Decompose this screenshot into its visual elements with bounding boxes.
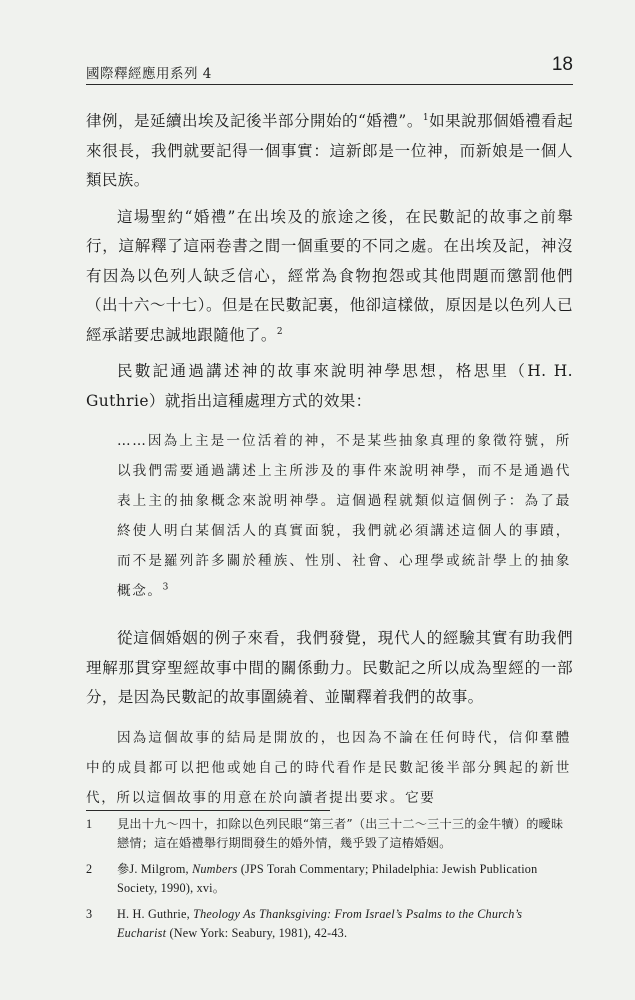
citation-title: Theology As Thanksgiving: From Israel’s Psalms to the Church’s Eucharist [117,907,523,940]
paragraph-3: 民數記通過講述神的故事來說明神學思想，格思里（H. H. Guthrie）就指出這種處理方式的效果： [86,362,573,410]
citation-prefix: 參J. Milgrom, [117,862,193,876]
citation-title: Numbers [192,862,238,876]
citation-details: (New York: Seabury, 1981), 42-43. [166,926,348,940]
paragraph-1-text-a: 律例，是延續出埃及記後半部分開始的“婚禮”。 [86,112,423,130]
block-quote-1-text: ……因為上主是一位活着的神，不是某些抽象真理的象徵符號，所以我們需要通過講述上主所涉及的事件來說明神學，而不是通過代表上主的抽象概念來說明神學。這個過程就類似這個例子：為了最終使人明白某個活人的真實面貌，我們就必須講述這個人的事蹟，而不是羅列許多關於種族、性別、社會、心理學或統計學上的抽象概念。 [117,433,571,599]
footnote-ref-1: 1 [422,112,429,123]
block-quote-2: 因為這個故事的結局是開放的，也因為不論在任何時代，信仰羣體中的成員都可以把他或她自己的時代看作是民數記後半部分興起的新世代，所以這個故事的用意在於向讀者提出要求。它要 [86,729,571,806]
footnote-number: 1 [86,817,93,831]
footnote-number: 3 [86,907,93,921]
paragraph-4: 從這個婚姻的例子來看，我們發覺，現代人的經驗其實有助我們理解那貫穿聖經故事中間的關係動力。民數記之所以成為聖經的一部分，是因為民數記的故事圍繞着、並闡釋着我們的故事。 [86,629,573,706]
footnote-2 [86,860,573,898]
footnotes [86,815,573,950]
footnote-ref-3: 3 [162,582,170,593]
footnote-ref-2: 2 [276,326,283,337]
running-header-series: 國際釋經應用系列 4 [86,66,212,82]
footnote-text: 見出十九～四十，扣除以色列民眼“第三者”（出三十二～三十三的金牛犢）的曖昧戀情；這在婚禮舉行期間發生的婚外情，幾乎毀了這樁婚姻。 [117,817,564,850]
paragraph-1 [86,107,573,196]
footnote-3 [86,905,573,943]
paragraph-2-text: 這場聖約“婚禮”在出埃及的旅途之後，在民數記的故事之前舉行，這解釋了這兩卷書之間一個重要的不同之處。在出埃及記，神沒有因為以色列人缺乏信心，經常為食物抱怨或其他問題而懲罰他們（出十六～十七）。但是在民數記裏，他卻這樣做，原因是以色列人已經承諾要忠誠地跟隨他了。 [86,207,573,344]
page-number: 18 [551,54,573,75]
paragraph-2 [86,203,573,351]
footnote-1 [86,815,573,853]
footnote-number: 2 [86,862,93,876]
header-divider [86,84,573,85]
citation-details: (JPS Torah Commentary; Philadelphia: Jewish Publication Society, 1990), xvi。 [117,862,538,895]
paragraph-1-text-b: 如果說那個婚禮看起來很長，我們就要記得一個事實：這新郎是一位神，而新娘是一個人類民族。 [86,112,573,189]
footnote-divider [86,810,330,811]
main-text [86,107,573,831]
citation-prefix: H. H. Guthrie, [117,907,194,921]
block-quote-1 [117,426,571,606]
footnote-text [117,905,573,943]
footnote-text [117,860,573,898]
